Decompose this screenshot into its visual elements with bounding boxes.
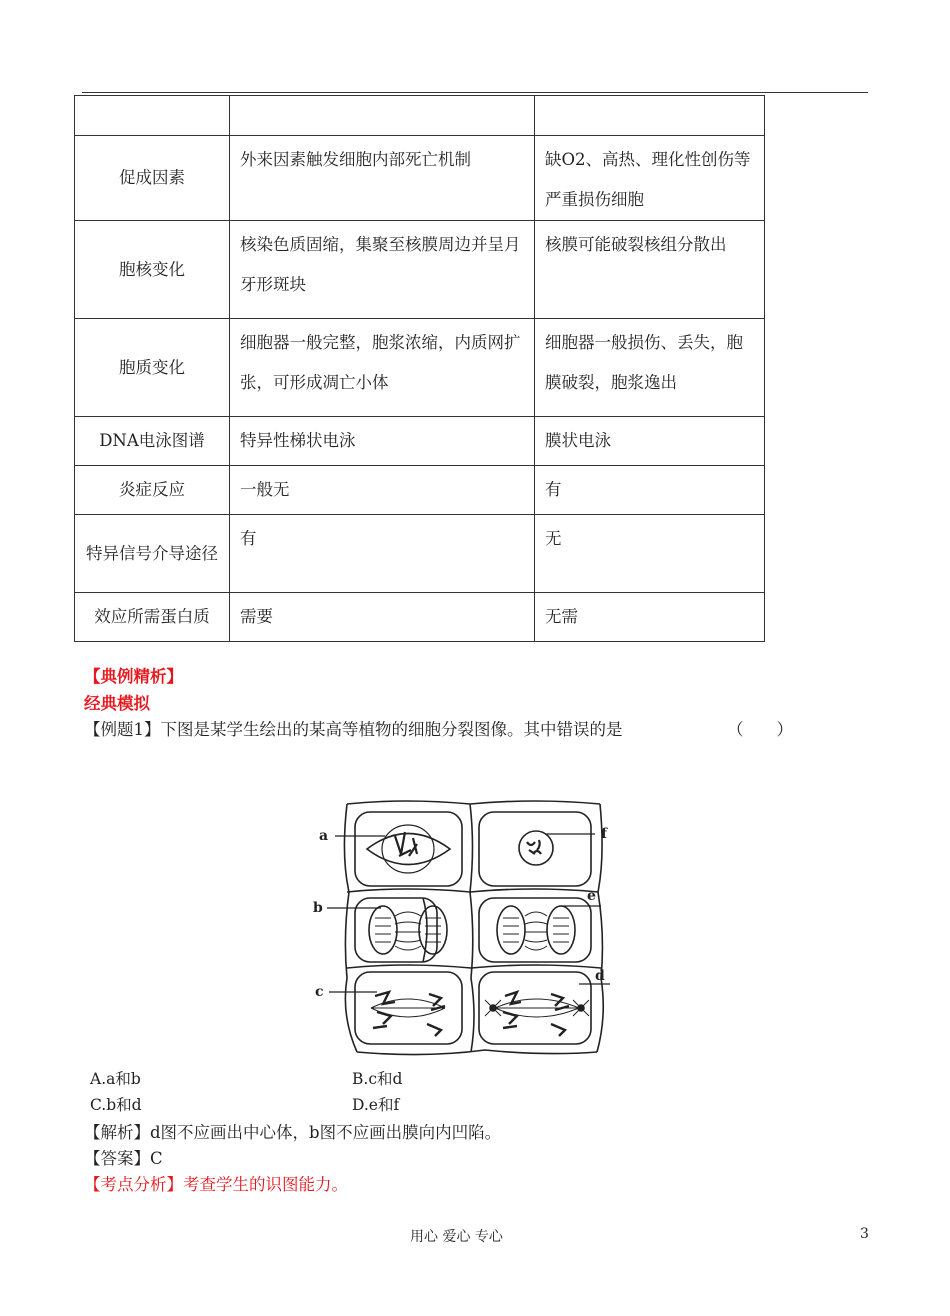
option-d: D.e和f	[352, 1096, 400, 1114]
table-cell: 膜状电泳	[535, 417, 765, 466]
row-label: 特异信号介导途径	[75, 515, 230, 593]
key-point-label: 【考点分析】	[84, 1175, 183, 1194]
table-cell: 有	[230, 515, 535, 593]
cell-wall	[347, 965, 601, 968]
figure-label-d: d	[595, 968, 605, 984]
table-row	[75, 136, 765, 221]
spindle	[367, 834, 450, 865]
table-cell	[75, 96, 230, 136]
option-b: B.c和d	[352, 1070, 403, 1088]
table-cell: 无需	[535, 593, 765, 642]
row-label: DNA电泳图谱	[75, 417, 230, 466]
row-label: 胞核变化	[75, 221, 230, 319]
table-cell: 细胞器一般完整，胞浆浓缩，内质网扩张，可形成凋亡小体	[230, 319, 535, 417]
answer-blank: （ ）	[727, 720, 793, 739]
header-rule	[82, 92, 868, 93]
table-cell: 无	[535, 515, 765, 593]
table-cell: 核膜可能破裂核组分散出	[535, 221, 765, 319]
cell-wall	[470, 804, 474, 1052]
page-number: 3	[860, 1226, 869, 1242]
analysis-text: 【解析】d图不应画出中心体，b图不应画出膜向内凹陷。	[84, 1123, 502, 1142]
key-point	[84, 1171, 348, 1195]
nucleus-f	[519, 831, 553, 865]
chromosomes-a	[395, 832, 417, 856]
table-row	[75, 221, 765, 319]
figure-label-c: c	[315, 984, 324, 1000]
spindle-fibers	[395, 912, 421, 950]
cell-wall	[357, 1050, 597, 1055]
row-label: 炎症反应	[75, 466, 230, 515]
key-point-text: 考查学生的识图能力。	[183, 1175, 348, 1194]
table-cell: 有	[535, 466, 765, 515]
table-row	[75, 515, 765, 593]
table-cell: 外来因素触发细胞内部死亡机制	[230, 136, 535, 221]
row-label: 促成因素	[75, 136, 230, 221]
membrane-indent	[423, 898, 427, 962]
table-cell: 细胞器一般损伤、丢失，胞膜破裂，胞浆逸出	[535, 319, 765, 417]
table-row	[75, 417, 765, 466]
table-cell	[535, 96, 765, 136]
option-a: A.a和b	[90, 1070, 141, 1088]
table-row	[75, 466, 765, 515]
daughter-nucleus	[497, 906, 525, 954]
daughter-nucleus	[547, 906, 575, 954]
spindle-fibers	[525, 912, 547, 950]
table-cell: 核染色质固缩，集聚至核膜周边并呈月牙形斑块	[230, 221, 535, 319]
cell-division-figure	[305, 796, 610, 1060]
option-c: C.b和d	[90, 1096, 142, 1114]
answer-text: 【答案】C	[84, 1149, 163, 1168]
row-label: 效应所需蛋白质	[75, 593, 230, 642]
cell-wall	[347, 889, 598, 892]
table-cell	[230, 96, 535, 136]
table-row	[75, 319, 765, 417]
table-cell: 需要	[230, 593, 535, 642]
table-row	[75, 593, 765, 642]
figure-label-e: e	[587, 888, 596, 904]
row-label: 胞质变化	[75, 319, 230, 417]
comparison-table	[74, 95, 765, 642]
figure-label-f: f	[601, 826, 608, 842]
cell-f	[479, 812, 591, 886]
figure-label-a: a	[319, 828, 329, 844]
cell-a	[355, 812, 462, 886]
table-cell: 特异性梯状电泳	[230, 417, 535, 466]
daughter-nucleus	[419, 906, 447, 954]
table-cell: 缺O2、高热、理化性创伤等严重损伤细胞	[535, 136, 765, 221]
footer-center: 用心 爱心 专心	[410, 1229, 503, 1245]
section-heading: 【典例精析】	[84, 667, 183, 686]
section-subheading: 经典模拟	[84, 694, 150, 713]
daughter-nucleus	[369, 906, 397, 954]
chromatin-f	[527, 840, 541, 854]
nucleus-a	[382, 825, 434, 873]
figure-label-b: b	[313, 900, 323, 916]
question-text: 【例题1】下图是某学生绘出的某高等植物的细胞分裂图像。其中错误的是	[84, 720, 623, 739]
table-row	[75, 96, 765, 136]
cell-wall	[347, 801, 600, 804]
table-cell: 一般无	[230, 466, 535, 515]
